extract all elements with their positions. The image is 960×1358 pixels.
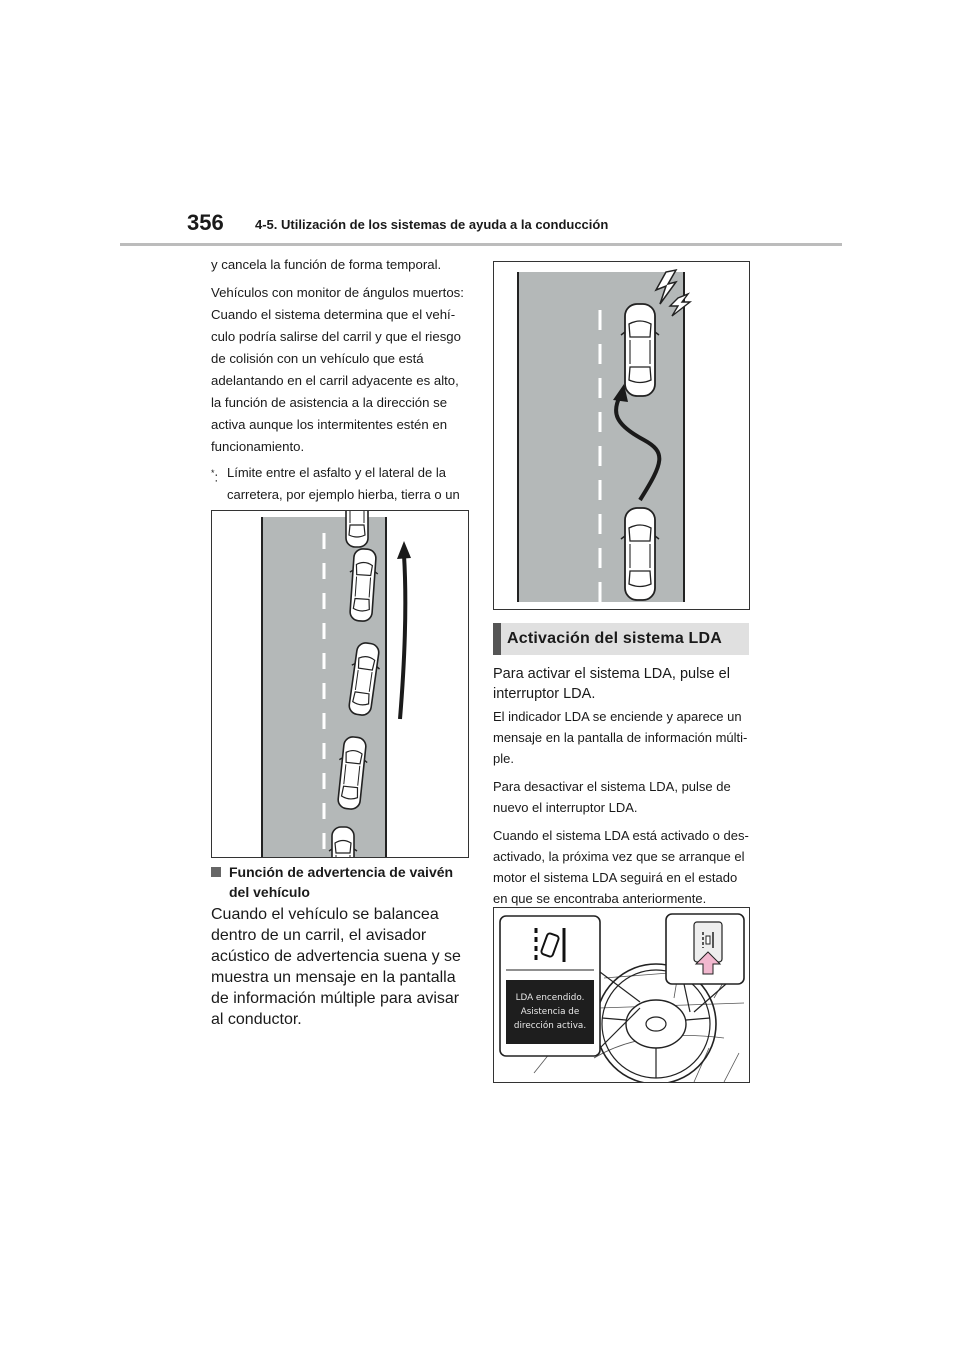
drift-arrow — [400, 555, 405, 719]
lane-change-figure — [493, 261, 750, 610]
paragraph: Para desactivar el sistema LDA, pulse de nuevo el interruptor LDA. — [493, 779, 731, 815]
display-line-1: LDA encendido. — [515, 993, 585, 1003]
section-heading-text: Activación del sistema LDA — [507, 630, 723, 647]
section-title: 4-5. Utilización de los sistemas de ayuda a la conducción — [255, 217, 609, 232]
paragraph: y cancela la función de forma temporal. — [211, 257, 442, 272]
dashboard-figure — [493, 907, 750, 1083]
paragraph: Cuando el vehículo se balancea dentro de un carril, el avisador acústico de advertencia suena y se muestra un mensaje en la pantalla de información múltiple para avisar al conductor. — [211, 906, 461, 1028]
paragraph: Cuando el sistema LDA está activado o desactivado, la próxima vez que se arranque el motor el sistema LDA seguirá en el estado en que se encontraba anteriormente. — [493, 828, 749, 906]
lane-drift-illustration — [212, 511, 468, 857]
right-column — [493, 706, 751, 916]
lane-drift-figure — [211, 510, 469, 858]
dashboard-illustration — [494, 908, 749, 1082]
subheading-text: Función de advertencia de vaivén del vehículo — [229, 864, 454, 900]
bullet-square-icon — [211, 867, 221, 877]
car-icon — [343, 511, 371, 547]
header-rule — [120, 243, 842, 246]
paragraph: Para activar el sistema LDA, pulse el interruptor LDA. — [493, 666, 730, 702]
display-line-2: Asistencia de — [520, 1007, 580, 1017]
subheading — [211, 862, 467, 902]
paragraph: El indicador LDA se enciende y aparece un mensaje en la pantalla de información múltiple. — [493, 709, 748, 766]
display-line-3: dirección activa. — [513, 1021, 587, 1031]
arrow-head-icon — [397, 541, 411, 559]
heading-stripe — [493, 623, 501, 655]
car-icon — [621, 304, 659, 396]
car-icon — [621, 508, 659, 600]
paragraph: Vehículos con monitor de ángulos muertos: Cuando el sistema determina que el vehículo podría salirse del carril y que el riesgo de colisión con un vehículo que está adelantando en el carril adyacente es alto, la función de asistencia a la dirección se activa aunque los intermitentes estén en funcionamiento. — [211, 285, 464, 454]
page-number: 356 — [187, 210, 224, 235]
left-column — [211, 254, 469, 528]
footnote-text: Límite entre el asfalto y el lateral de la carretera, por ejemplo hierba, tierra o un — [227, 465, 460, 502]
car-icon — [329, 827, 357, 857]
lane-change-illustration — [494, 262, 749, 609]
footnote-separator: : — [214, 469, 219, 485]
footnote-mark: * — [211, 468, 215, 478]
section-heading — [493, 623, 749, 655]
